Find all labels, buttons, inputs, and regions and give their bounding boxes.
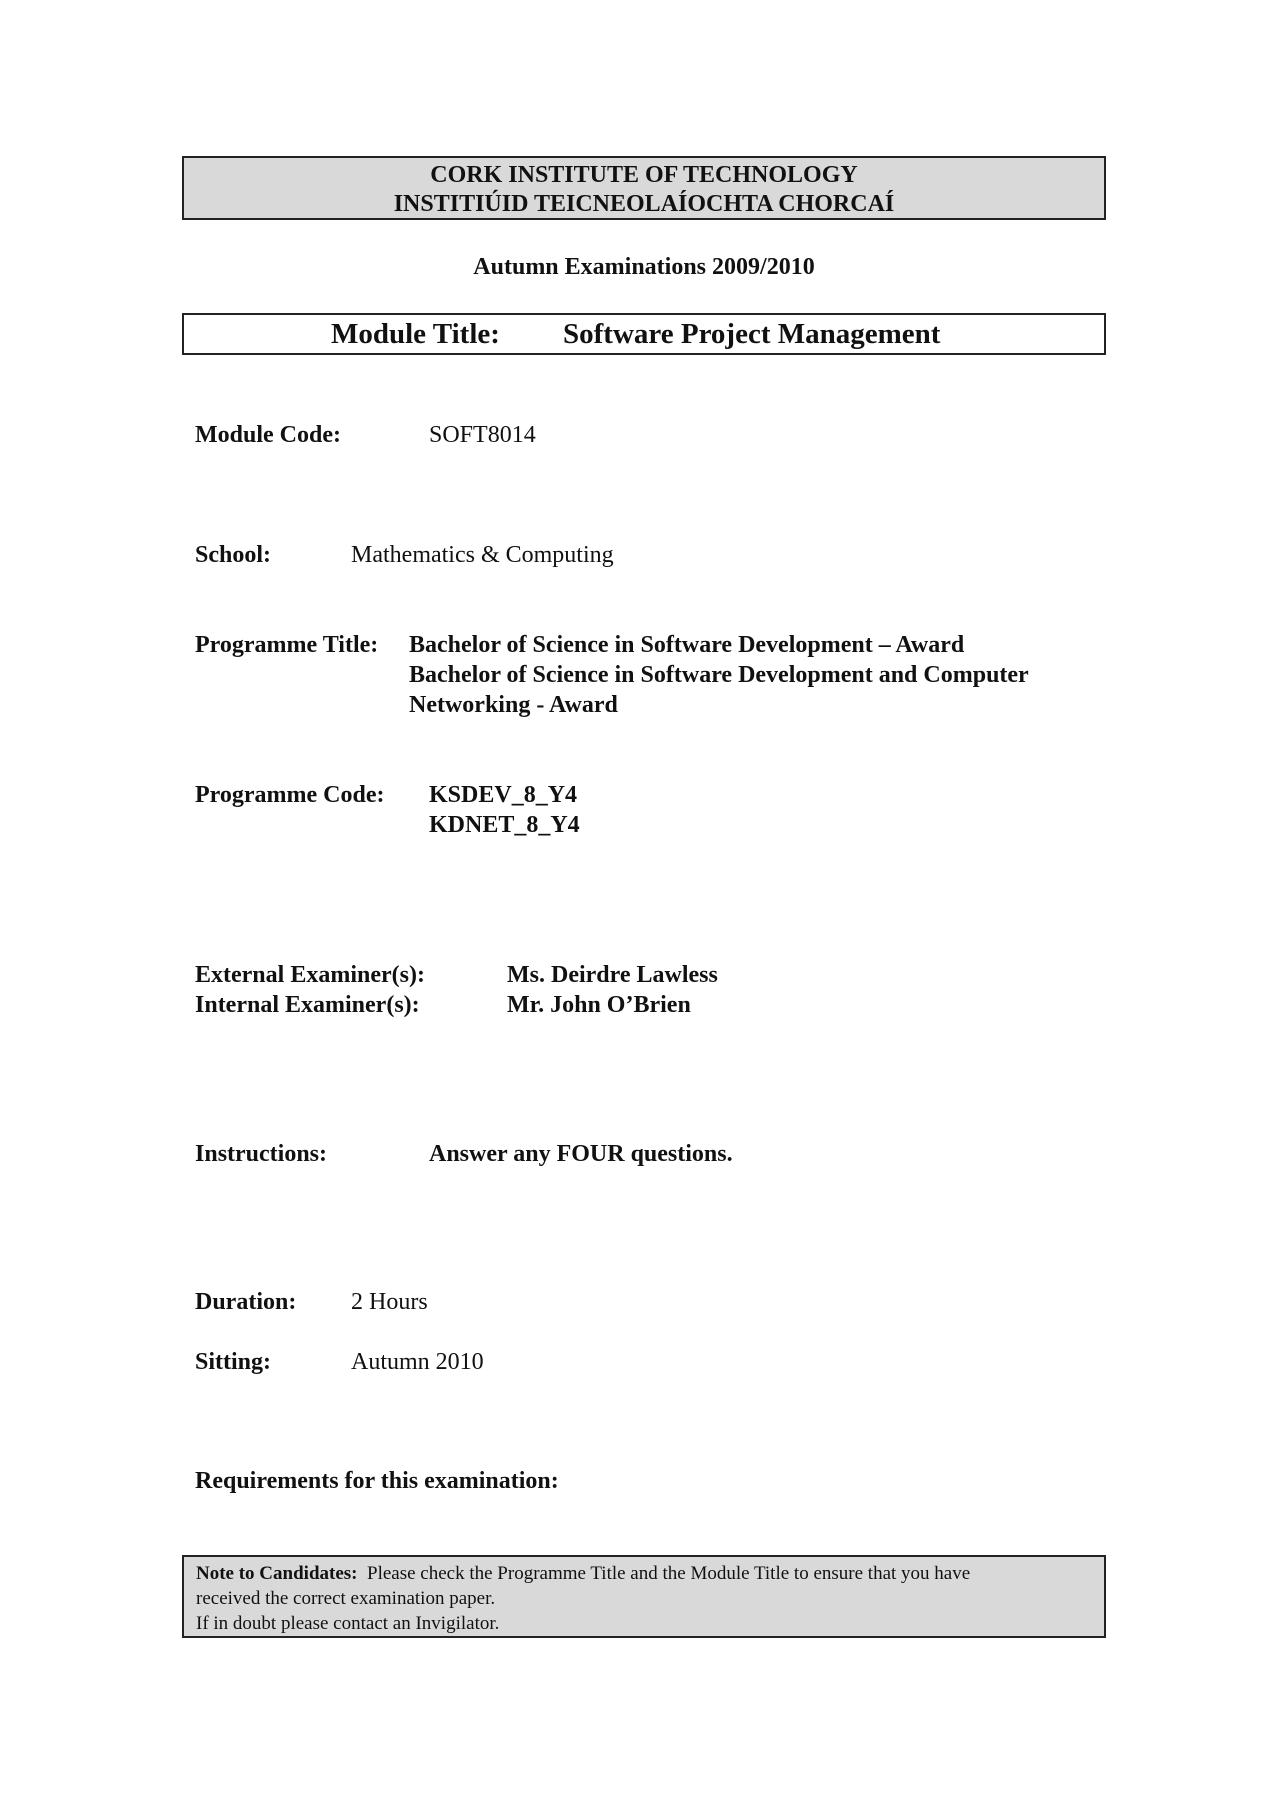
programme-code-line-1: KSDEV_8_Y4 bbox=[429, 782, 578, 808]
external-examiner-value: Ms. Deirdre Lawless bbox=[507, 962, 718, 988]
programme-code-line-2: KDNET_8_Y4 bbox=[429, 812, 580, 838]
internal-examiner-value: Mr. John O’Brien bbox=[507, 992, 691, 1018]
note-to-candidates-box bbox=[182, 1555, 1106, 1638]
note-text-line-3: If in doubt please contact an Invigilator. bbox=[196, 1613, 500, 1634]
exam-session: Autumn Examinations 2009/2010 bbox=[473, 254, 815, 280]
instructions-label: Instructions: bbox=[195, 1141, 328, 1167]
note-line-1 bbox=[196, 1561, 1092, 1586]
module-code-label: Module Code: bbox=[195, 422, 341, 448]
programme-title-line-3: Networking - Award bbox=[409, 692, 618, 718]
external-examiner-label: External Examiner(s): bbox=[195, 962, 425, 988]
programme-title-line-2: Bachelor of Science in Software Development and Computer bbox=[409, 662, 1029, 688]
module-title-value: Software Project Management bbox=[563, 318, 941, 350]
institute-name-irish: INSTITIÚID TEICNEOLAÍOCHTA CHORCAÍ bbox=[393, 191, 895, 217]
module-code-value: SOFT8014 bbox=[429, 422, 536, 448]
sitting-label: Sitting: bbox=[195, 1349, 272, 1375]
sitting-value: Autumn 2010 bbox=[351, 1349, 484, 1375]
note-text-line-1: Please check the Programme Title and the Module Title to ensure that you have bbox=[367, 1563, 971, 1584]
institute-header-box bbox=[182, 156, 1106, 220]
duration-value: 2 Hours bbox=[351, 1289, 428, 1315]
requirements-label: Requirements for this examination: bbox=[195, 1468, 559, 1494]
programme-code-label: Programme Code: bbox=[195, 782, 385, 808]
module-title-label: Module Title: bbox=[331, 318, 500, 350]
instructions-value: Answer any FOUR questions. bbox=[429, 1141, 733, 1167]
note-text-line-2: received the correct examination paper. bbox=[196, 1588, 496, 1609]
internal-examiner-label: Internal Examiner(s): bbox=[195, 992, 420, 1018]
programme-title-line-1: Bachelor of Science in Software Development – Award bbox=[409, 632, 965, 658]
module-title-box bbox=[182, 313, 1106, 355]
note-label: Note to Candidates: bbox=[196, 1563, 358, 1584]
school-value: Mathematics & Computing bbox=[351, 542, 614, 568]
school-label: School: bbox=[195, 542, 272, 568]
programme-title-label: Programme Title: bbox=[195, 632, 379, 658]
duration-label: Duration: bbox=[195, 1289, 297, 1315]
institute-name-english: CORK INSTITUTE OF TECHNOLOGY bbox=[430, 162, 858, 188]
